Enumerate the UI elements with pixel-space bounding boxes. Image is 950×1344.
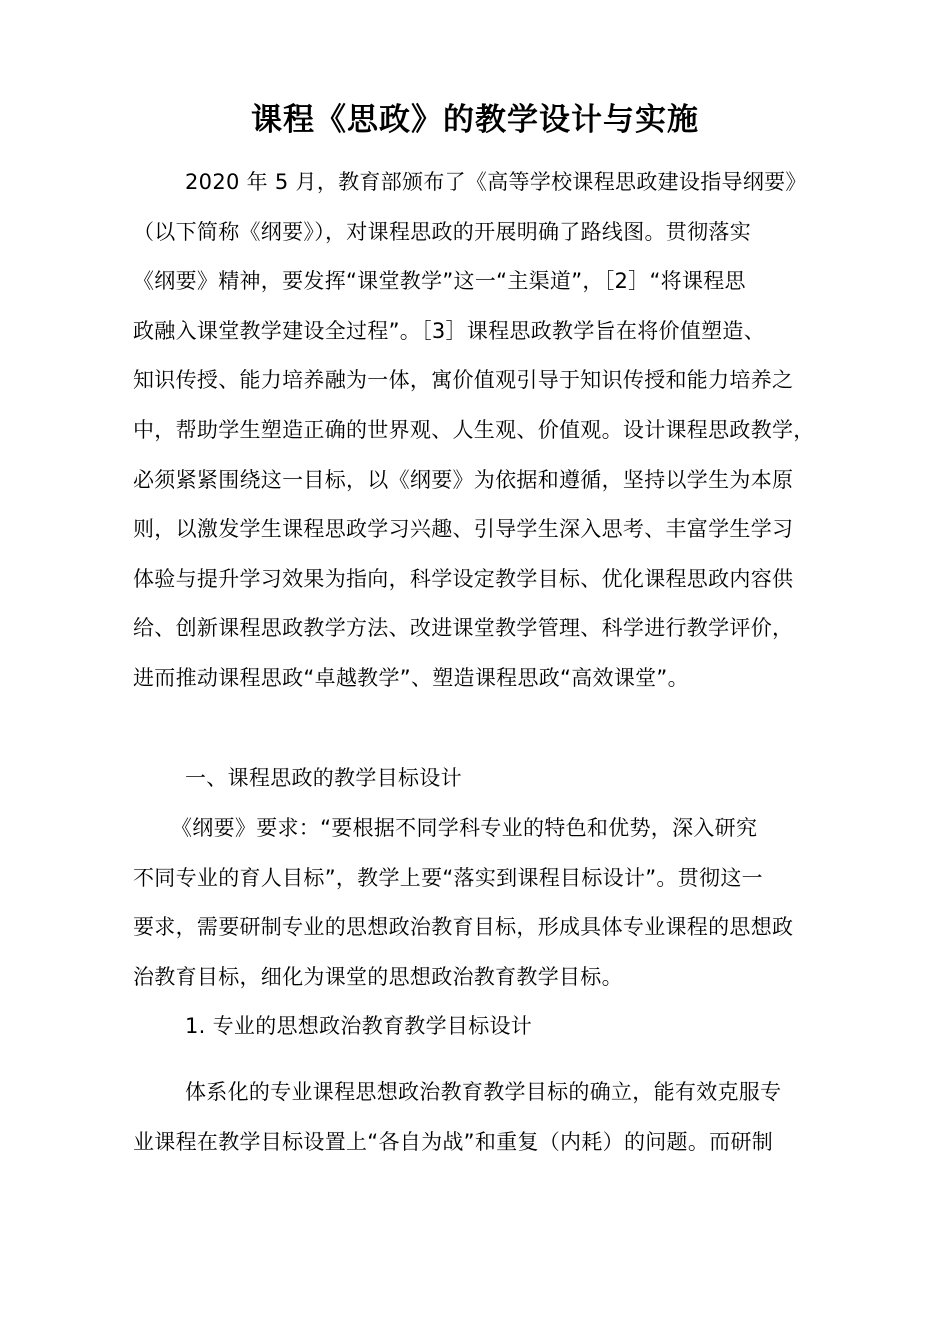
- paragraph-line: 业课程在教学目标设置上“各自为战”和重复（内耗）的问题。而研制: [133, 1129, 774, 1154]
- paragraph-line: 体验与提升学习效果为指向，科学设定教学目标、优化课程思政内容供: [133, 566, 794, 591]
- paragraph-line: 2020 年 5 月，教育部颁布了《高等学校课程思政建设指导纲要》: [185, 170, 807, 194]
- paragraph-line: 体系化的专业课程思想政治教育教学目标的确立，能有效克服专: [185, 1080, 782, 1104]
- section-paragraph: [133, 804, 833, 1002]
- intro-paragraph: [133, 158, 833, 704]
- paragraph-line: 不同专业的育人目标”，教学上要“落实到课程目标设计”。贯彻这一: [133, 865, 763, 890]
- subsection-heading: 1. 专业的思想政治教育教学目标设计: [185, 1014, 533, 1038]
- paragraph-line: 要求，需要研制专业的思想政治教育目标，形成具体专业课程的思想政: [133, 915, 794, 940]
- paragraph-line: 知识传授、能力培养融为一体，寓价值观引导于知识传授和能力培养之: [133, 368, 794, 393]
- paragraph-line: （以下简称《纲要》），对课程思政的开展明确了路线图。贯彻落实: [133, 219, 751, 244]
- paragraph-line: 则，以激发学生课程思政学习兴趣、引导学生深入思考、丰富学生学习: [133, 517, 794, 542]
- subsection-paragraph: [133, 1068, 833, 1167]
- document-title: 课程《思政》的教学设计与实施: [251, 102, 699, 138]
- paragraph-line: 《纲要》要求：“要根据不同学科专业的特色和优势，深入研究: [171, 816, 758, 840]
- paragraph-line: 治教育目标，细化为课堂的思想政治教育教学目标。: [133, 964, 623, 989]
- paragraph-line: 政融入课堂教学建设全过程”。［3］课程思政教学旨在将价值塑造、: [133, 318, 766, 343]
- paragraph-line: 中，帮助学生塑造正确的世界观、人生观、价值观。设计课程思政教学，: [133, 417, 815, 442]
- paragraph-line: 进而推动课程思政“卓越教学”、塑造课程思政“高效课堂”。: [133, 665, 689, 690]
- paragraph-line: 必须紧紧围绕这一目标，以《纲要》为依据和遵循，坚持以学生为本原: [133, 467, 794, 492]
- paragraph-line: 给、创新课程思政教学方法、改进课堂教学管理、科学进行教学评价，: [133, 616, 794, 641]
- paragraph-line: 《纲要》精神，要发挥“课堂教学”这一“主渠道”，［2］“将课程思: [133, 269, 746, 294]
- section-heading: 一、课程思政的教学目标设计: [185, 766, 462, 790]
